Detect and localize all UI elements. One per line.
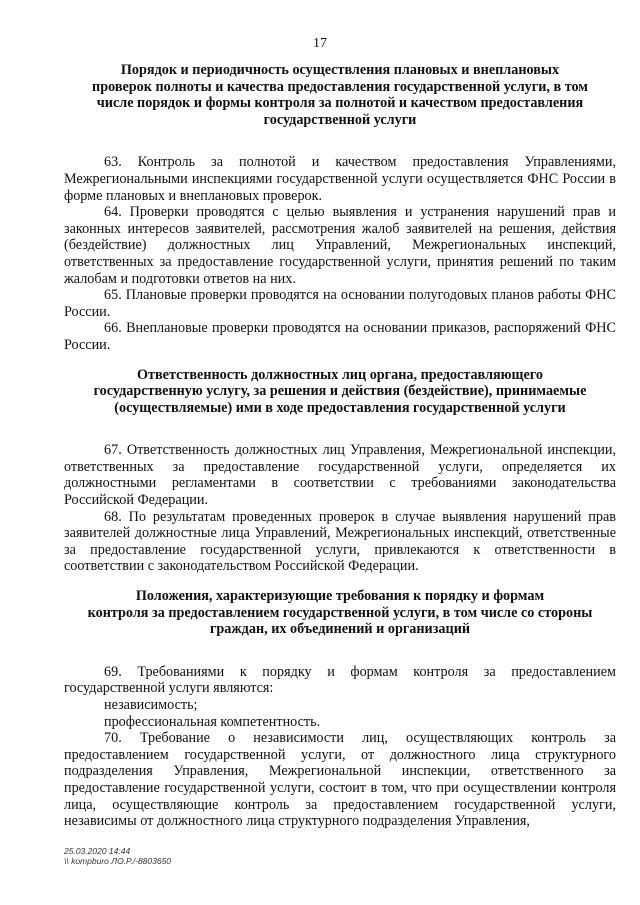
list-item-independence: независимость; bbox=[104, 697, 198, 713]
paragraph-69: 69. Требованиями к порядку и формам контроля за предоставлением государственной услуги являются: bbox=[64, 663, 616, 697]
document-footer-stamp bbox=[64, 846, 171, 866]
list-item-competence: профессиональная компетентность. bbox=[104, 713, 321, 730]
paragraph-64: 64. Проверки проводятся с целью выявления и устранения нарушений прав и законных интересов заявителей, рассмотрения жалоб заявителей на решения, действия (бездействие) должностных лиц Управлений, Межрегиональных инспекций, ответственных за предоставление государственной услуги, принятия решений по таким жалобам и подготовки ответов на них. bbox=[64, 204, 616, 287]
paragraph-68: 68. По результатам проведенных проверок в случае выявления нарушений прав заявителей должностные лица Управлений, Межрегиональных инспекций, ответственные за предоставление государственной услуги, привлекаются к ответственности в соответствии с законодательством Российской Федерации. bbox=[64, 508, 616, 575]
section-heading-responsibility: Ответственность должностных лиц органа, предоставляющего государственную услугу, за решения и действия (бездействие), принимаемые (осуществляемые) ими в ходе предоставления государственной услуги bbox=[93, 366, 587, 416]
paragraph-63: 63. Контроль за полнотой и качеством предоставления Управлениями, Межрегиональными инспекциями государственной услуги осуществляется ФНС России в форме плановых и внеплановых проверок. bbox=[64, 154, 616, 204]
footer-timestamp: 25.03.2020 14:44 bbox=[64, 846, 131, 856]
page-number: 17 bbox=[313, 36, 327, 51]
paragraph-65: 65. Плановые проверки проводятся на основании полугодовых планов работы ФНС России. bbox=[64, 287, 616, 320]
paragraph-67: 67. Ответственность должностных лиц Управления, Межрегиональной инспекции, ответственных за предоставление государственной услуги, определяется их должностными регламентами в соответствии с требованиями законодательства Российской Федерации. bbox=[64, 442, 616, 509]
paragraph-70: 70. Требование о независимости лиц, осуществляющих контроль за предоставлением государственной услуги, от должностного лица структурного подразделения Управления, Межрегиональной инспекции, ответственного за предоставление государственной услуги, состоит в том, что при осуществлении контроля лица, осуществляющие контроль за предоставлением государственной услуги, независимы от должностного лица структурного подразделения Управления, bbox=[64, 730, 616, 830]
section-heading-control: Порядок и периодичность осуществления плановых и внеплановых проверок полноты и качества предоставления государственной услуги, в том числе порядок и формы контроля за полнотой и качеством предоставления государственной услуги bbox=[92, 62, 588, 128]
section-heading-requirements: Положения, характеризующие требования к порядку и формам контроля за предоставлением государственной услуги, в том числе со стороны граждан, их объединений и организаций bbox=[87, 588, 593, 638]
footer-file-path: \\ kompburo ЛО.Р./-8803650 bbox=[64, 856, 172, 866]
document-body bbox=[64, 62, 616, 830]
paragraph-66: 66. Внеплановые проверки проводятся на основании приказов, распоряжений ФНС России. bbox=[64, 320, 616, 353]
